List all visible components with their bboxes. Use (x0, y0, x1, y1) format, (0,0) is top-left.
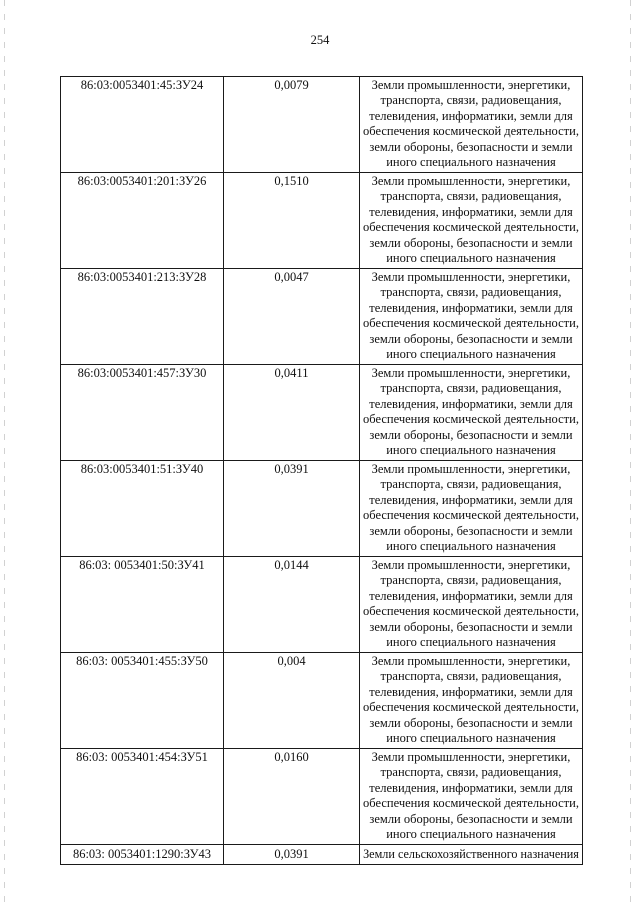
table-row (61, 173, 583, 269)
cadastral-number-cell: 86:03:0053401:45:ЗУ24 (61, 77, 224, 173)
page-number: 254 (310, 33, 330, 47)
scan-edge-left (4, 0, 5, 905)
table-row (61, 269, 583, 365)
area-cell: 0,0160 (224, 749, 360, 845)
cadastral-number-cell: 86:03: 0053401:1290:ЗУ43 (61, 845, 224, 865)
land-category-cell: Земли промышленности, энергетики, транспорта, связи, радиовещания, телевидения, информатики, земли для обеспечения космической деятельности, земли обороны, безопасности и земли иного специального назначения (360, 557, 583, 653)
table-row (61, 461, 583, 557)
cadastral-number-cell: 86:03:0053401:213:ЗУ28 (61, 269, 224, 365)
area-cell: 0,0047 (224, 269, 360, 365)
area-cell: 0,004 (224, 653, 360, 749)
land-category-cell: Земли промышленности, энергетики, транспорта, связи, радиовещания, телевидения, информатики, земли для обеспечения космической деятельности, земли обороны, безопасности и земли иного специального назначения (360, 461, 583, 557)
land-category-cell: Земли сельскохозяйственного назначения (360, 845, 583, 865)
cadastral-number-cell: 86:03: 0053401:50:ЗУ41 (61, 557, 224, 653)
area-cell: 0,1510 (224, 173, 360, 269)
table-row (61, 749, 583, 845)
table-row (61, 365, 583, 461)
cadastral-number-cell: 86:03: 0053401:454:ЗУ51 (61, 749, 224, 845)
area-cell: 0,0411 (224, 365, 360, 461)
area-cell: 0,0079 (224, 77, 360, 173)
table-row (61, 845, 583, 865)
land-plots-table (60, 76, 583, 865)
land-category-cell: Земли промышленности, энергетики, транспорта, связи, радиовещания, телевидения, информатики, земли для обеспечения космической деятельности, земли обороны, безопасности и земли иного специального назначения (360, 77, 583, 173)
area-cell: 0,0391 (224, 845, 360, 865)
area-cell: 0,0391 (224, 461, 360, 557)
table-row (61, 77, 583, 173)
table-row (61, 557, 583, 653)
area-cell: 0,0144 (224, 557, 360, 653)
cadastral-number-cell: 86:03:0053401:457:ЗУ30 (61, 365, 224, 461)
land-category-cell: Земли промышленности, энергетики, транспорта, связи, радиовещания, телевидения, информатики, земли для обеспечения космической деятельности, земли обороны, безопасности и земли иного специального назначения (360, 749, 583, 845)
scan-edge-right (630, 0, 631, 905)
cadastral-number-cell: 86:03: 0053401:455:ЗУ50 (61, 653, 224, 749)
cadastral-number-cell: 86:03:0053401:51:ЗУ40 (61, 461, 224, 557)
land-category-cell: Земли промышленности, энергетики, транспорта, связи, радиовещания, телевидения, информатики, земли для обеспечения космической деятельности, земли обороны, безопасности и земли иного специального назначения (360, 653, 583, 749)
table-row (61, 653, 583, 749)
land-category-cell: Земли промышленности, энергетики, транспорта, связи, радиовещания, телевидения, информатики, земли для обеспечения космической деятельности, земли обороны, безопасности и земли иного специального назначения (360, 269, 583, 365)
cadastral-number-cell: 86:03:0053401:201:ЗУ26 (61, 173, 224, 269)
land-category-cell: Земли промышленности, энергетики, транспорта, связи, радиовещания, телевидения, информатики, земли для обеспечения космической деятельности, земли обороны, безопасности и земли иного специального назначения (360, 173, 583, 269)
land-category-cell: Земли промышленности, энергетики, транспорта, связи, радиовещания, телевидения, информатики, земли для обеспечения космической деятельности, земли обороны, безопасности и земли иного специального назначения (360, 365, 583, 461)
